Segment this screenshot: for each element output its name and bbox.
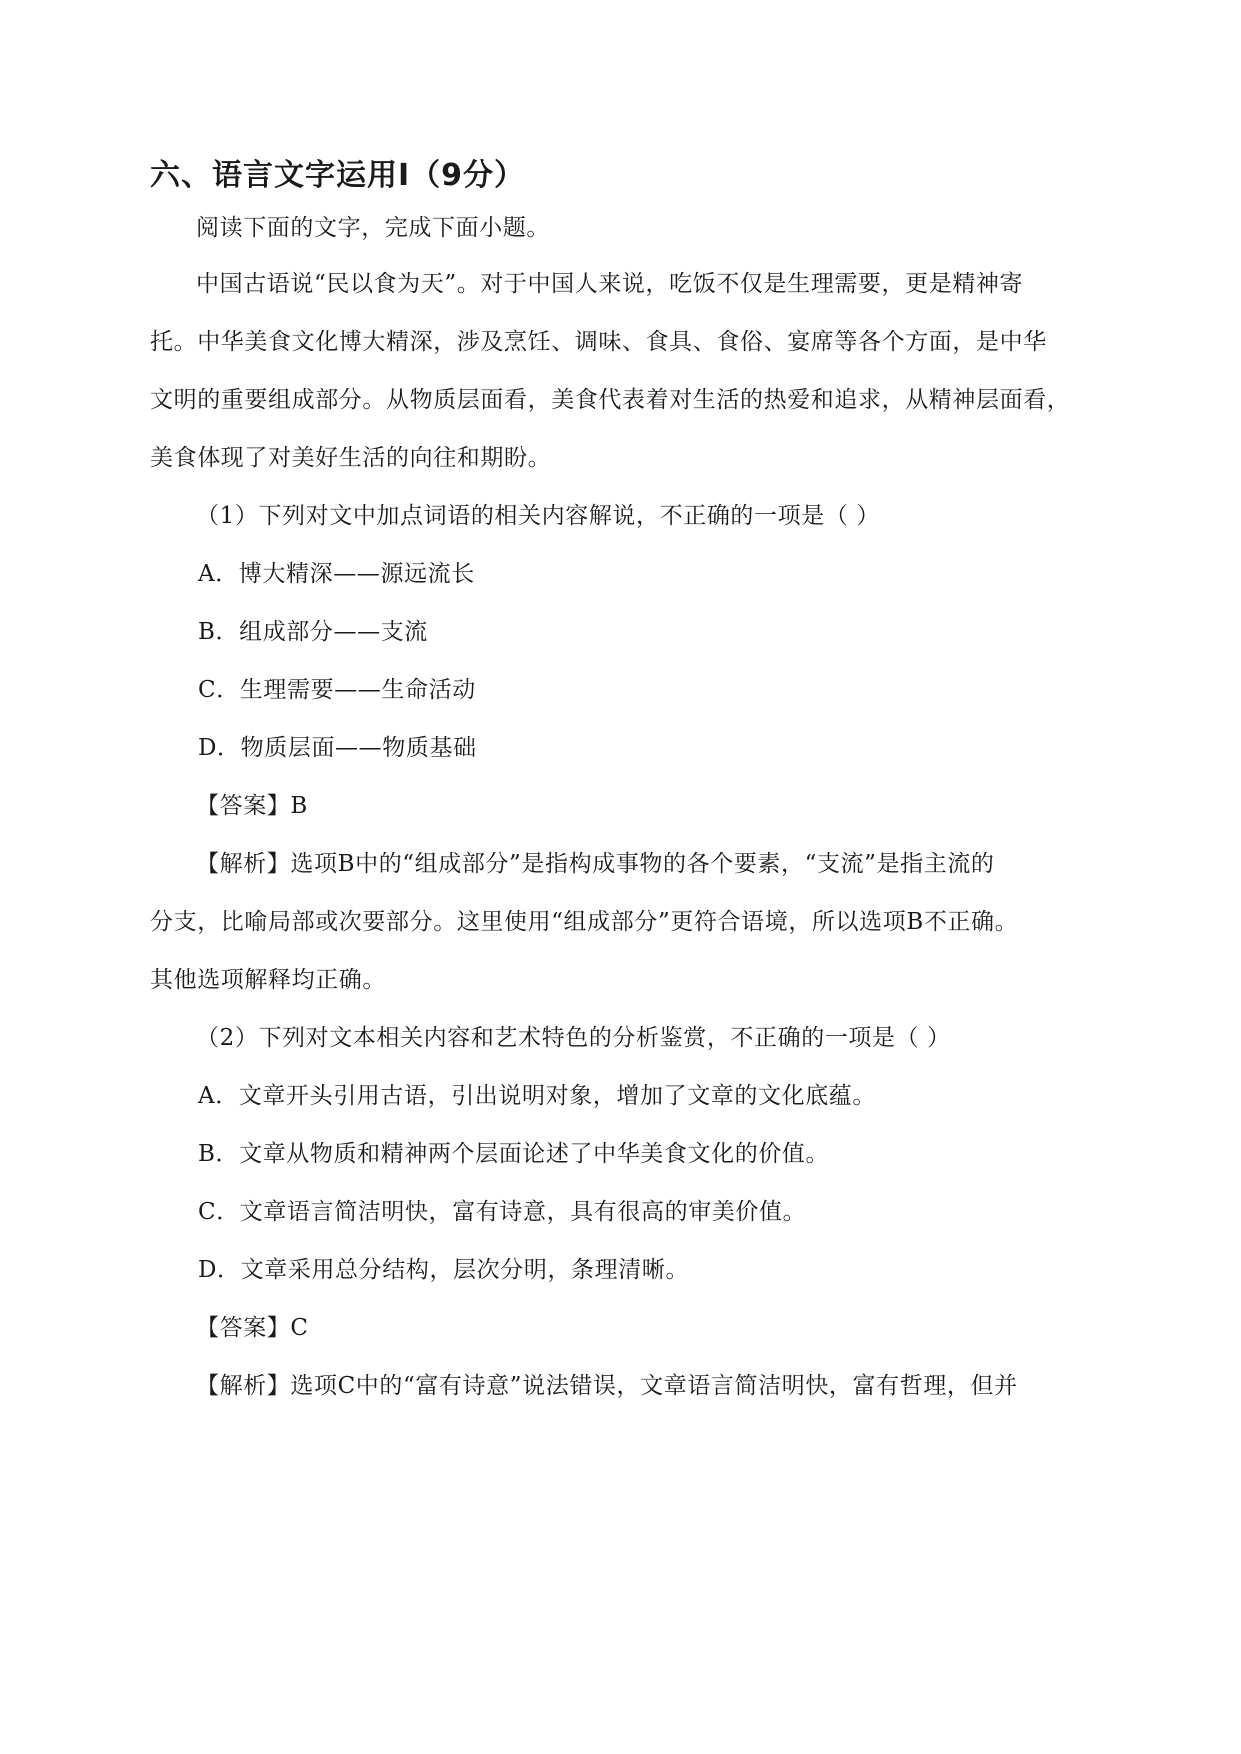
passage-line-1: 中国古语说“民以食为天”。对于中国人来说，吃饭不仅是生理需要，更是精神寄 (196, 271, 1024, 297)
question-1-analysis-line-1: 【解析】选项B中的“组成部分”是指构成事物的各个要素，“支流”是指主流的 (196, 851, 995, 877)
question-1-option-c: C．生理需要——生命活动 (198, 677, 476, 703)
instruction-text: 阅读下面的文字，完成下面小题。 (196, 215, 550, 241)
question-1-stem: （1）下列对文中加点词语的相关内容解说，不正确的一项是（ ） (196, 503, 880, 529)
passage-line-2: 托。中华美食文化博大精深，涉及烹饪、调味、食具、食俗、宴席等各个方面，是中华 (150, 329, 1047, 355)
question-1-option-d: D．物质层面——物质基础 (198, 735, 477, 761)
question-2-analysis-line-1: 【解析】选项C中的“富有诗意”说法错误，文章语言简洁明快，富有哲理，但并 (196, 1373, 1018, 1399)
question-2-option-d: D．文章采用总分结构，层次分明，条理清晰。 (198, 1257, 690, 1283)
passage-line-4: 美食体现了对美好生活的向往和期盼。 (150, 445, 552, 471)
question-1-option-a: A．博大精深——源远流长 (198, 561, 475, 587)
question-2-option-b: B．文章从物质和精神两个层面论述了中华美食文化的价值。 (198, 1141, 830, 1167)
question-2-option-c: C．文章语言简洁明快，富有诗意，具有很高的审美价值。 (198, 1199, 807, 1225)
section-heading: 六、语言文字运用Ⅰ（9分） (150, 158, 526, 193)
question-2-stem: （2）下列对文本相关内容和艺术特色的分析鉴赏，不正确的一项是（ ） (196, 1025, 951, 1051)
question-2-option-a: A．文章开头引用古语，引出说明对象，增加了文章的文化底蕴。 (198, 1083, 877, 1109)
question-2-answer: 【答案】C (196, 1315, 309, 1341)
question-1-analysis-line-2: 分支，比喻局部或次要部分。这里使用“组成部分”更符合语境，所以选项B不正确。 (150, 909, 1019, 935)
question-1-option-b: B．组成部分——支流 (198, 619, 428, 645)
question-1-answer: 【答案】B (196, 793, 308, 819)
passage-line-3: 文明的重要组成部分。从物质层面看，美食代表着对生活的热爱和追求，从精神层面看， (150, 387, 1071, 413)
question-1-analysis-line-3: 其他选项解释均正确。 (150, 967, 386, 993)
